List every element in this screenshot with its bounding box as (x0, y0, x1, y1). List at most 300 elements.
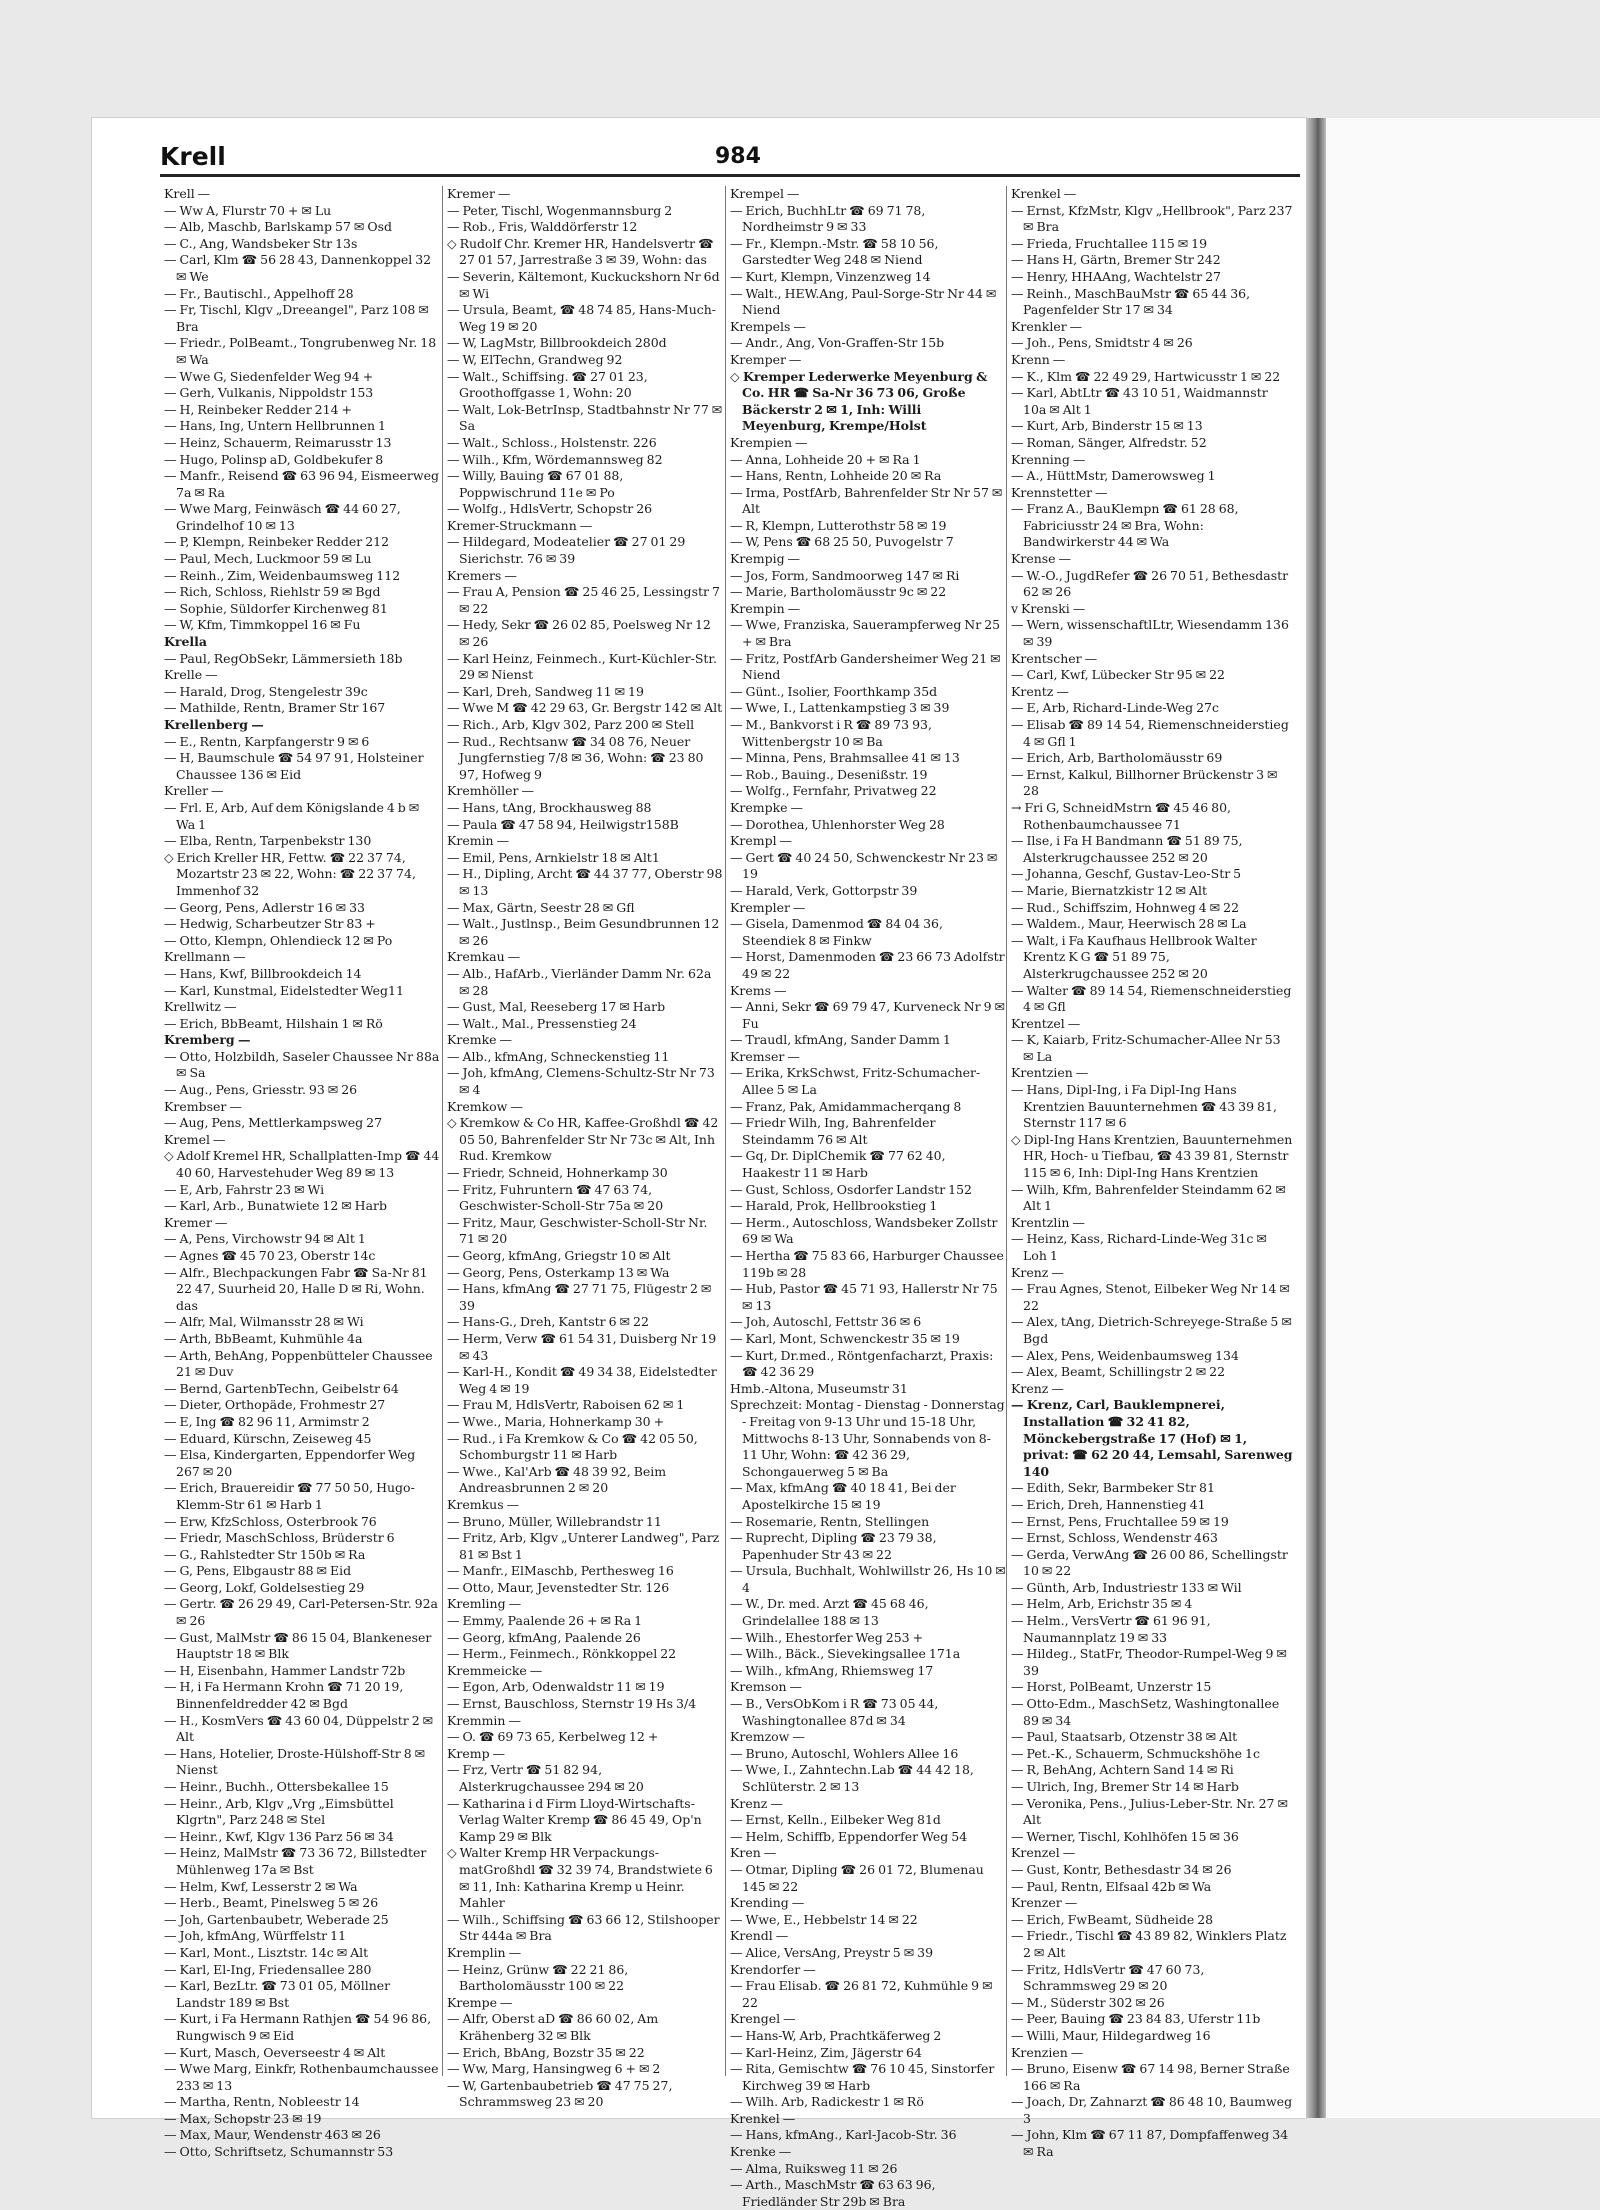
directory-entry: Kremmin — (447, 1712, 521, 1728)
directory-entry: Krella (164, 634, 207, 650)
directory-entry: — Karl, Kunstmal, Eidelstedter Weg11 (164, 982, 404, 998)
directory-entry: Kremplin — (447, 1944, 522, 1960)
directory-entry: — Fritz, Fuhruntern ☎ 47 63 74, Geschwister-Scholl-Str 75a ✉ 20 (447, 1181, 664, 1214)
directory-entry: — Karl, Arb., Bunatwiete 12 ✉ Harb (164, 1198, 388, 1214)
directory-entry: — Rob., Bauing., Desenißstr. 19 (730, 766, 928, 782)
directory-entry: — Ww A, Flurstr 70 + ✉ Lu (164, 202, 332, 218)
directory-entry: — Peter, Tischl, Wogenmannsburg 2 (447, 202, 673, 218)
directory-entry: — Dorothea, Uhlenhorster Weg 28 (730, 816, 945, 832)
directory-entry: — Veronika, Pens., Julius-Leber-Str. Nr. 27 ✉ Alt (1011, 1795, 1288, 1828)
directory-entry: — Sophie, Süldorfer Kirchenweg 81 (164, 600, 388, 616)
directory-entry: — A., HüttMstr, Damerowsweg 1 (1011, 468, 1216, 484)
directory-entry: — Herb., Beamt, Pinelsweg 5 ✉ 26 (164, 1895, 379, 1911)
directory-entry: Kremel — (164, 1131, 226, 1147)
directory-entry: — Rud., i Fa Kremkow & Co ☎ 42 05 50, Schomburgstr 11 ✉ Harb (447, 1430, 698, 1463)
directory-entry: — M., Süderstr 302 ✉ 26 (1011, 1994, 1165, 2010)
directory-entry: — Frau Agnes, Stenot, Eilbeker Weg Nr 14 ✉ 22 (1011, 1281, 1290, 1313)
directory-entry: Krempels — (730, 318, 806, 334)
directory-entry: — Wolfg., Fernfahr, Privatweg 22 (730, 783, 937, 799)
directory-entry: — Kurt, Arb, Binderstr 15 ✉ 13 (1011, 418, 1203, 434)
directory-entry: — Ernst, Pens, Fruchtallee 59 ✉ 19 (1011, 1513, 1229, 1529)
directory-entry: — Erich, Dreh, Hannenstieg 41 (1011, 1496, 1206, 1512)
directory-entry: — W, Kfm, Timmkoppel 16 ✉ Fu (164, 617, 361, 633)
directory-entry: Krending — (730, 1895, 805, 1911)
directory-entry: — R, BehAng, Achtern Sand 14 ✉ Ri (1011, 1762, 1234, 1778)
directory-entry: — Walt, i Fa Kaufhaus Hellbrook Walter Krentz K G ☎ 51 89 75, Alsterkrugchaussee 252 ✉ 20 (1011, 932, 1257, 981)
directory-entry: — Willy, Bauing ☎ 67 01 88, Poppwischrund 11e ✉ Po (447, 468, 624, 500)
directory-entry: — Emmy, Paalende 26 + ✉ Ra 1 (447, 1613, 643, 1629)
directory-entry: — Reinh., Zim, Weidenbaumsweg 112 (164, 567, 401, 583)
running-head: Krell (160, 142, 226, 171)
directory-entry: — Hans, kfmAng., Karl-Jacob-Str. 36 (730, 2127, 957, 2143)
directory-entry: — Alb., kfmAng, Schneckenstieg 11 (447, 1048, 670, 1064)
directory-entry: Kremin — (447, 833, 510, 849)
directory-entry: ◇ Kremper Lederwerke Meyenburg & Co. HR ☎ Sa-Nr 36 73 06, Große Bäckerstr 2 ✉ 1, Inh: Willi Meyenburg, Krempe/Holst (730, 368, 988, 434)
directory-entry: — A, Pens, Virchowstr 94 ✉ Alt 1 (164, 1231, 366, 1247)
directory-entry: — Gust, MalMstr ☎ 86 15 04, Blankeneser Hauptstr 18 ✉ Blk (164, 1629, 432, 1662)
directory-entry: — G, Pens, Elbgaustr 88 ✉ Eid (164, 1563, 352, 1579)
directory-entry: — Hub, Pastor ☎ 45 71 93, Hallerstr Nr 75 ✉ 13 (730, 1281, 998, 1313)
directory-entry: — Karl-Heinz, Zim, Jägerstr 64 (730, 2044, 922, 2060)
directory-entry: — Mathilde, Rentn, Bramer Str 167 (164, 700, 386, 716)
directory-entry: — Max, Schopstr 23 ✉ 19 (164, 2110, 322, 2126)
directory-entry: — Anni, Sekr ☎ 69 79 47, Kurveneck Nr 9 ✉ Fu (730, 999, 1006, 1031)
directory-column-1 (164, 186, 440, 2160)
directory-entry: — Eduard, Kürschn, Zeiseweg 45 (164, 1430, 372, 1446)
directory-entry: — W, Gartenbaubetrieb ☎ 47 75 27, Schrammsweg 23 ✉ 20 (447, 2077, 673, 2110)
directory-entry: — H, Reinbeker Redder 214 + (164, 401, 352, 417)
directory-column-4 (1011, 186, 1293, 2160)
directory-entry: — Helm., VersVertr ☎ 61 96 91, Naumannplatz 19 ✉ 33 (1011, 1613, 1211, 1645)
directory-entry: ◇ Rudolf Chr. Kremer HR, Handelsvertr ☎ 27 01 57, Jarrestraße 3 ✉ 39, Wohn: das (447, 235, 714, 268)
directory-entry: Kremke — (447, 1032, 513, 1048)
directory-entry: — E, Ing ☎ 82 96 11, Armimstr 2 (164, 1413, 370, 1429)
directory-entry: — W.-O., JugdRefer ☎ 26 70 51, Bethesdastr 62 ✉ 26 (1011, 567, 1289, 600)
directory-entry: — C., Ang, Wandsbeker Str 13s (164, 235, 358, 251)
directory-entry: — P, Klempn, Reinbeker Redder 212 (164, 534, 390, 550)
column-divider (442, 186, 443, 2076)
directory-entry: Kremkus — (447, 1496, 520, 1512)
directory-entry: — Alb, Maschb, Barlskamp 57 ✉ Osd (164, 219, 392, 235)
directory-entry: — K., Klm ☎ 22 49 29, Hartwicusstr 1 ✉ 22 (1011, 368, 1281, 384)
directory-entry: Krendl — (730, 1928, 789, 1944)
directory-entry: — Georg, Pens, Adlerstr 16 ✉ 33 (164, 899, 365, 915)
directory-entry: — Friedr., PolBeamt., Tongrubenweg Nr. 18 ✉ Wa (164, 335, 437, 367)
directory-entry: — Paul, RegObSekr, Lämmersieth 18b (164, 650, 403, 666)
directory-entry: — Georg, kfmAng, Paalende 26 (447, 1629, 641, 1645)
directory-entry: — Heinz, MalMstr ☎ 73 36 72, Billstedter Mühlenweg 17a ✉ Bst (164, 1845, 427, 1877)
directory-entry: — H, i Fa Hermann Krohn ☎ 71 20 19, Binnenfeldredder 42 ✉ Bgd (164, 1679, 404, 1712)
directory-entry: — Carl, Kwf, Lübecker Str 95 ✉ 22 (1011, 667, 1226, 683)
directory-entry: Krenn — (1011, 351, 1066, 367)
directory-entry: Krell — (164, 186, 211, 201)
directory-entry: — Frz, Vertr ☎ 51 82 94, Alsterkrugchaussee 294 ✉ 20 (447, 1762, 644, 1794)
directory-entry: — Gust, Mal, Reeseberg 17 ✉ Harb (447, 999, 666, 1015)
directory-entry: — Peer, Bauing ☎ 23 84 83, Uferstr 11b (1011, 2011, 1261, 2027)
directory-entry: — Herm., Autoschloss, Wandsbeker Zollstr 69 ✉ Wa (730, 1214, 998, 1247)
directory-entry: — Severin, Kältemont, Kuckuckshorn Nr 6d ✉ Wi (447, 268, 720, 301)
directory-entry: — Heinz, Grünw ☎ 22 21 86, Bartholomäusstr 100 ✉ 22 (447, 1961, 629, 1994)
directory-entry: Krenz — (1011, 1380, 1064, 1396)
directory-entry: — Georg, Lokf, Goldelsestieg 29 (164, 1579, 365, 1595)
directory-entry: — Max, Gärtn, Seestr 28 ✉ Gfl (447, 899, 635, 915)
directory-entry: — Joh, Gartenbaubetr, Weberade 25 (164, 1911, 389, 1927)
directory-entry: — Harald, Verk, Gottorpstr 39 (730, 882, 918, 898)
column-divider (1006, 186, 1007, 2076)
directory-entry: — Joach, Dr, Zahnarzt ☎ 86 48 10, Baumweg 3 (1011, 2094, 1293, 2126)
directory-entry: — Erich, Brauereidir ☎ 77 50 50, Hugo-Klemm-Str 61 ✉ Harb 1 (164, 1480, 415, 1512)
directory-entry: — Heinr., Kwf, Klgv 136 Parz 56 ✉ 34 (164, 1828, 394, 1844)
directory-entry: — Walt., Mal., Pressenstieg 24 (447, 1015, 637, 1031)
directory-entry: — Erich, BbAng, Bozstr 35 ✉ 22 (447, 2044, 645, 2060)
directory-entry: — Martha, Rentn, Nobleestr 14 (164, 2094, 360, 2110)
directory-entry: — Erich, BbBeamt, Hilshain 1 ✉ Rö (164, 1015, 383, 1031)
directory-entry: — Harald, Drog, Stengelestr 39c (164, 683, 368, 699)
directory-entry: — Franz A., BauKlempn ☎ 61 28 68, Fabriciusstr 24 ✉ Bra, Wohn: Bandwirkerstr 44 ✉ Wa (1011, 501, 1239, 550)
directory-entry: — Otto, Schriftsetz, Schumannstr 53 (164, 2144, 394, 2160)
directory-entry: Krempl — (730, 833, 793, 849)
directory-entry: — Joh, kfmAng, Clemens-Schultz-Str Nr 73 ✉ 4 (447, 1065, 715, 1098)
directory-entry: — Kurt, Masch, Oeverseestr 4 ✉ Alt (164, 2044, 386, 2060)
directory-entry: Krempe — (447, 1994, 513, 2010)
directory-entry: — Fritz, Arb, Klgv „Unterer Landweg", Parz 81 ✉ Bst 1 (447, 1530, 720, 1562)
directory-entry: — Wilh., Bäck., Sievekingsallee 171a (730, 1646, 961, 1662)
directory-entry: — H, Eisenbahn, Hammer Landstr 72b (164, 1662, 406, 1678)
directory-entry: — Friedr, Schneid, Hohnerkamp 30 (447, 1165, 668, 1181)
directory-entry: — Fr, Tischl, Klgv „Dreeangel", Parz 108 ✉ Bra (164, 302, 429, 334)
directory-entry: — Karl-H., Kondit ☎ 49 34 38, Eidelstedter Weg 4 ✉ 19 (447, 1364, 717, 1396)
directory-entry: — Wilh. Arb, Radickestr 1 ✉ Rö (730, 2094, 924, 2110)
directory-entry: — Pet.-K., Schauerm, Schmuckshöhe 1c (1011, 1745, 1260, 1761)
directory-entry: — Minna, Pens, Brahmsallee 41 ✉ 13 (730, 750, 960, 766)
directory-entry: — Paul, Staatsarb, Otzenstr 38 ✉ Alt (1011, 1729, 1238, 1745)
directory-entry: — M., Bankvorst i R ☎ 89 73 93, Wittenbergstr 10 ✉ Ba (730, 717, 932, 749)
directory-entry: — Ruprecht, Dipling ☎ 23 79 38, Papenhuder Str 43 ✉ 22 (730, 1530, 937, 1562)
book-spine (1306, 118, 1326, 2118)
directory-entry: — Ernst, Kelln., Eilbeker Weg 81d (730, 1812, 941, 1828)
directory-entry: — Frau A, Pension ☎ 25 46 25, Lessingstr 7 ✉ 22 (447, 584, 720, 616)
directory-entry: — Wwe, Franziska, Sauerampferweg Nr 25 + ✉ Bra (730, 617, 1001, 650)
directory-entry: Krennstetter — (1011, 484, 1108, 500)
directory-entry: — Rita, Gemischtw ☎ 76 10 45, Sinstorfer Kirchweg 39 ✉ Harb (730, 2061, 995, 2093)
directory-entry: — Wilh, Kfm, Bahrenfelder Steindamm 62 ✉ Alt 1 (1011, 1181, 1286, 1214)
header-rule (160, 174, 1300, 177)
directory-entry: — Hedy, Sekr ☎ 26 02 85, Poelsweg Nr 12 ✉ 26 (447, 617, 711, 650)
directory-entry: Krempke — (730, 799, 804, 815)
directory-entry: — Bruno, Müller, Willebrandstr 11 (447, 1513, 662, 1529)
directory-entry: — Günt., Isolier, Foorthkamp 35d (730, 683, 938, 699)
directory-entry: Krenzer — (1011, 1895, 1078, 1911)
directory-entry: — Gust, Schloss, Osdorfer Landstr 152 (730, 1181, 972, 1197)
directory-entry: — H., KosmVers ☎ 43 60 04, Düppelstr 2 ✉ Alt (164, 1712, 434, 1745)
directory-entry: — Erich, FwBeamt, Südheide 28 (1011, 1911, 1214, 1927)
directory-entry: — Ursula, Beamt, ☎ 48 74 85, Hans-Much-Weg 19 ✉ 20 (447, 302, 717, 334)
adjacent-page-edge (1326, 118, 1600, 2118)
directory-entry: — Erich, Arb, Bartholomäusstr 69 (1011, 750, 1223, 766)
directory-entry: — Ernst, KfzMstr, Klgv „Hellbrook", Parz 237 ✉ Bra (1011, 202, 1293, 235)
directory-entry: — Hans-W, Arb, Prachtkäferweg 2 (730, 2027, 942, 2043)
directory-entry: — Fritz, PostfArb Gandersheimer Weg 21 ✉ Niend (730, 650, 1001, 683)
directory-entry: — Harald, Prok, Hellbrookstieg 1 (730, 1198, 938, 1214)
directory-entry: Krentz — (1011, 683, 1069, 699)
directory-entry: — Heinz, Schauerm, Reimarusstr 13 (164, 434, 392, 450)
directory-entry: — Bernd, GartenbTechn, Geibelstr 64 (164, 1380, 399, 1396)
directory-entry: — Rosemarie, Rentn, Stellingen (730, 1513, 930, 1529)
directory-entry: — Henry, HHAAng, Wachtelstr 27 (1011, 268, 1221, 284)
directory-entry: — Ursula, Buchhalt, Wohlwillstr 26, Hs 10 ✉ 4 (730, 1563, 1006, 1595)
directory-entry: — Karl Heinz, Feinmech., Kurt-Küchler-Str. 29 ✉ Nienst (447, 650, 718, 683)
directory-entry: — W, LagMstr, Billbrookdeich 280d (447, 335, 667, 351)
directory-entry: ◇ Walter Kremp HR Verpackungs-matGroßhdl ☎ 32 39 74, Brandstwiete 6 ✉ 11, Inh: Katharina Kremp u Heinr. Mahler (447, 1845, 713, 1911)
directory-entry: — Günth, Arb, Industriestr 133 ✉ Wil (1011, 1579, 1242, 1595)
directory-entry: — W, ElTechn, Grandweg 92 (447, 351, 623, 367)
directory-entry: — Franz, Pak, Amidammacherqang 8 (730, 1098, 962, 1114)
directory-entry: Krenzien — (1011, 2044, 1084, 2060)
directory-entry: ◇ Adolf Kremel HR, Schallplatten-Imp ☎ 44 40 60, Harvestehuder Weg 89 ✉ 13 (164, 1148, 440, 1181)
directory-entry: — Karl, Dreh, Sandweg 11 ✉ 19 (447, 683, 644, 699)
directory-entry: — Alice, VersAng, Preystr 5 ✉ 39 (730, 1944, 934, 1960)
directory-entry: — Hans, Ing, Untern Hellbrunnen 1 (164, 418, 386, 434)
directory-entry: Kreller — (164, 783, 224, 799)
directory-column-2 (447, 186, 723, 2110)
directory-entry: — Traudl, kfmAng, Sander Damm 1 (730, 1032, 951, 1048)
directory-entry: — Hans, tAng, Brockhausweg 88 (447, 799, 652, 815)
directory-entry: — Wilh., Ehestorfer Weg 253 + (730, 1629, 924, 1645)
directory-entry: — Egon, Arb, Odenwaldstr 11 ✉ 19 (447, 1679, 665, 1695)
directory-entry: — Otmar, Dipling ☎ 26 01 72, Blumenau 145 ✉ 22 (730, 1861, 984, 1894)
directory-entry: — Hans, Kwf, Billbrookdeich 14 (164, 965, 362, 981)
directory-entry: — Ww, Marg, Hansingweg 6 + ✉ 2 (447, 2061, 661, 2077)
directory-entry: — Ulrich, Ing, Bremer Str 14 ✉ Harb (1011, 1779, 1239, 1794)
directory-entry: — Kurt, Klempn, Vinzenzweg 14 (730, 268, 931, 284)
directory-entry: — Heinr., Arb, Klgv „Vrg „Eimsbüttel Klgrtn", Parz 248 ✉ Stel (164, 1795, 394, 1828)
directory-entry: — E., Rentn, Karpfangerstr 9 ✉ 6 (164, 733, 370, 749)
directory-entry: — Otto-Edm., MaschSetz, Washingtonallee 89 ✉ 34 (1011, 1696, 1280, 1728)
directory-entry: Krempel — (730, 186, 800, 201)
directory-entry: — Horst, PolBeamt, Unzerstr 15 (1011, 1679, 1212, 1695)
directory-entry: — Frl. E, Arb, Auf dem Königslande 4 b ✉ Wa 1 (164, 799, 420, 832)
directory-entry: — Wwe., Kal'Arb ☎ 48 39 92, Beim Andreasbrunnen 2 ✉ 20 (447, 1463, 667, 1496)
directory-entry: — John, Klm ☎ 67 11 87, Dompfaffenweg 34 ✉ Ra (1011, 2127, 1289, 2160)
directory-entry: — Erw, KfzSchloss, Osterbrook 76 (164, 1513, 377, 1529)
directory-entry: Krentzien — (1011, 1065, 1089, 1081)
directory-entry: — Erika, KrkSchwst, Fritz-Schumacher-Allee 5 ✉ La (730, 1065, 981, 1098)
directory-entry: — Ernst, Kalkul, Billhorner Brückenstr 3 ✉ 28 (1011, 766, 1278, 799)
directory-entry: — Fritz, Maur, Geschwister-Scholl-Str Nr. 71 ✉ 20 (447, 1214, 708, 1247)
directory-entry: Krenzel — (1011, 1845, 1076, 1861)
directory-entry: — Aug, Pens, Mettlerkampsweg 27 (164, 1115, 383, 1131)
directory-entry: — Agnes ☎ 45 70 23, Oberstr 14c (164, 1248, 376, 1263)
directory-entry: — Walt., Justlnsp., Beim Gesundbrunnen 12 ✉ 26 (447, 916, 720, 948)
directory-entry: Krenkler — (1011, 318, 1083, 334)
directory-entry: — Hildeg., StatFr, Theodor-Rumpel-Weg 9 ✉ 39 (1011, 1646, 1287, 1678)
directory-entry: Kremers — (447, 567, 517, 583)
directory-entry: — Kurt, i Fa Hermann Rathjen ☎ 54 96 86, Rungwisch 9 ✉ Eid (164, 2011, 432, 2043)
directory-entry: Kremling — (447, 1596, 522, 1612)
directory-entry: — Max, kfmAng ☎ 40 18 41, Bei der Apostelkirche 15 ✉ 19 (730, 1480, 956, 1512)
directory-entry: — Aug., Pens, Griesstr. 93 ✉ 26 (164, 1082, 358, 1098)
directory-entry: — Alex, tAng, Dietrich-Schreyege-Straße 5 ✉ Bgd (1011, 1314, 1292, 1346)
directory-entry: — Wolfg., HdlsVertr, Schopstr 26 (447, 501, 653, 517)
directory-entry: — Emil, Pens, Arnkielstr 18 ✉ Alt1 (447, 849, 660, 865)
directory-entry: — B., VersObKom i R ☎ 73 05 44, Washingtonallee 87d ✉ 34 (730, 1696, 939, 1728)
directory-entry: — Karl, Mont, Schwenckestr 35 ✉ 19 (730, 1330, 960, 1346)
directory-entry: — Frau M, HdlsVertr, Raboisen 62 ✉ 1 (447, 1397, 685, 1413)
column-divider (725, 186, 726, 2076)
directory-entry: — Willi, Maur, Hildegardweg 16 (1011, 2027, 1211, 2043)
directory-entry: Krendorfer — (730, 1961, 816, 1977)
directory-entry: Kremer — (447, 186, 511, 201)
directory-entry: Krempler — (730, 899, 806, 915)
directory-entry: — Hans, Rentn, Lohheide 20 ✉ Ra (730, 468, 942, 484)
directory-entry: Krelle — (164, 667, 218, 683)
directory-entry: — Wilh., Kfm, Wördemannsweg 82 (447, 451, 663, 467)
directory-entry: — Otto, Maur, Jevenstedter Str. 126 (447, 1579, 670, 1595)
directory-entry: — Max, Maur, Wendenstr 463 ✉ 26 (164, 2127, 381, 2143)
directory-entry: Kremmeicke — (447, 1662, 543, 1678)
directory-entry: — Wern, wissenschaftlLtr, Wiesendamm 136 ✉ 39 (1011, 617, 1289, 650)
directory-entry: — W., Dr. med. Arzt ☎ 45 68 46, Grindelallee 188 ✉ 13 (730, 1596, 929, 1629)
directory-entry: — Paul, Mech, Luckmoor 59 ✉ Lu (164, 551, 372, 567)
directory-entry: — Rich., Arb, Klgv 302, Parz 200 ✉ Stell (447, 717, 695, 732)
directory-entry: — Rud., Schiffszim, Hohnweg 4 ✉ 22 (1011, 899, 1240, 915)
directory-entry: — Jos, Form, Sandmoorweg 147 ✉ Ri (730, 567, 960, 583)
directory-entry: — Friedr Wilh, Ing, Bahrenfelder Steindamm 76 ✉ Alt (730, 1115, 936, 1147)
directory-entry: — Wwe, E., Hebbelstr 14 ✉ 22 (730, 1911, 918, 1927)
directory-entry: — H, Baumschule ☎ 54 97 91, Holsteiner Chaussee 136 ✉ Eid (164, 750, 424, 782)
directory-entry: — Marie, Bartholomäusstr 9c ✉ 22 (730, 584, 947, 600)
directory-entry: Krense — (1011, 551, 1072, 567)
directory-entry: — Gust, Kontr, Bethesdastr 34 ✉ 26 (1011, 1861, 1232, 1877)
directory-entry: — K, Kaiarb, Fritz-Schumacher-Allee Nr 53 ✉ La (1011, 1032, 1281, 1064)
directory-entry: — Gerda, VerwAng ☎ 26 00 86, Schellingstr 10 ✉ 22 (1011, 1546, 1288, 1579)
directory-entry: — Reinh., MaschBauMstr ☎ 65 44 36, Pagenfelder Str 17 ✉ 34 (1011, 285, 1251, 318)
directory-entry: — Walt., HEW.Ang, Paul-Sorge-Str Nr 44 ✉ Niend (730, 285, 997, 318)
directory-entry: Krenkel — (1011, 186, 1077, 201)
directory-entry: — Anna, Lohheide 20 + ✉ Ra 1 (730, 451, 921, 467)
directory-entry: Kremer-Struckmann — (447, 517, 593, 533)
directory-entry: — Rob., Fris, Walddörferstr 12 (447, 219, 638, 235)
directory-entry: — Horst, Damenmoden ☎ 23 66 73 Adolfstr 49 ✉ 22 (730, 949, 1005, 981)
directory-entry: — Walter ☎ 89 14 54, Riemenschneiderstieg 4 ✉ Gfl (1011, 982, 1292, 1015)
directory-entry: — Wwe Marg, Einkfr, Rothenbaumchaussee 233 ✉ 13 (164, 2061, 439, 2093)
directory-entry: — Friedr., Tischl ☎ 43 89 82, Winklers Platz 2 ✉ Alt (1011, 1928, 1287, 1960)
directory-entry: Kremzow — (730, 1729, 805, 1745)
directory-entry: — Karl, BezLtr. ☎ 73 01 05, Möllner Landstr 189 ✉ Bst (164, 1978, 391, 2010)
directory-entry: Krembser — (164, 1098, 242, 1114)
directory-entry: — Herm, Verw ☎ 61 54 31, Duisberg Nr 19 ✉ 43 (447, 1330, 717, 1363)
page-number: 984 (715, 144, 761, 169)
directory-entry: Krengel — (730, 2011, 796, 2027)
directory-entry: → Fri G, SchneidMstrn ☎ 45 46 80, Rothenbaumchaussee 71 (1011, 799, 1232, 832)
directory-entry: — Fr., Bautischl., Appelhoff 28 (164, 285, 354, 301)
directory-entry: — Otto, Klempn, Ohlendieck 12 ✉ Po (164, 932, 393, 948)
directory-entry: — Arth, BehAng, Poppenbütteler Chaussee 21 ✉ Duv (164, 1347, 433, 1380)
directory-entry: — Heinr., Buchh., Ottersbekallee 15 (164, 1779, 389, 1794)
directory-entry: Krellmann — (164, 949, 246, 965)
directory-entry: — Wwe, I., Zahntechn.Lab ☎ 44 42 18, Schlüterstr. 2 ✉ 13 (730, 1762, 974, 1794)
directory-entry: Krempin — (730, 600, 801, 616)
directory-entry: — Arth., MaschMstr ☎ 63 63 96, Friedländer Str 29b ✉ Bra (730, 2177, 936, 2209)
directory-entry: — Gert ☎ 40 24 50, Schwenckestr Nr 23 ✉ 19 (730, 849, 998, 882)
directory-entry: Kremer — (164, 1214, 228, 1230)
directory-entry: — Alb., HafArb., Vierländer Damm Nr. 62a ✉ 28 (447, 965, 712, 998)
directory-entry: — E, Arb, Richard-Linde-Weg 27c (1011, 700, 1220, 716)
directory-entry: Kremhöller — (447, 783, 534, 799)
directory-entry: — Heinz, Kass, Richard-Linde-Weg 31c ✉ Loh 1 (1011, 1231, 1267, 1263)
directory-entry: — Krenz, Carl, Bauklempnerei, Installation ☎ 32 41 82, Mönckebergstraße 17 (Hof) ✉ 1, privat: ☎ 62 20 44, Lemsahl, Sarenweg 140 (1011, 1397, 1293, 1479)
directory-entry: — Johanna, Geschf, Gustav-Leo-Str 5 (1011, 866, 1242, 882)
directory-entry: — Hans, kfmAng ☎ 27 71 75, Flügestr 2 ✉ 39 (447, 1281, 712, 1313)
directory-entry: — Hertha ☎ 75 83 66, Harburger Chaussee 119b ✉ 28 (730, 1248, 1004, 1280)
directory-entry: — Walt, Lok-BetrInsp, Stadtbahnstr Nr 77 ✉ Sa (447, 401, 723, 434)
directory-entry: — Hans, Hotelier, Droste-Hülshoff-Str 8 ✉ Nienst (164, 1745, 426, 1778)
directory-entry: — Manfr., Reisend ☎ 63 96 94, Eismeerweg 7a ✉ Ra (164, 468, 439, 500)
directory-entry: — Hans-G., Dreh, Kantstr 6 ✉ 22 (447, 1314, 649, 1330)
directory-entry: — Gisela, Damenmod ☎ 84 04 36, Steendiek 8 ✉ Finkw (730, 916, 943, 948)
directory-entry: Kremp — (447, 1745, 506, 1761)
directory-entry: Hmb.-Altona, Museumstr 31 (730, 1380, 908, 1396)
directory-entry: — Hans H, Gärtn, Bremer Str 242 (1011, 252, 1221, 268)
directory-entry: — Fr., Klempn.-Mstr. ☎ 58 10 56, Garstedter Weg 248 ✉ Niend (730, 235, 939, 268)
directory-entry: — Gerh, Vulkanis, Nippoldstr 153 (164, 385, 374, 401)
directory-entry: — Hildegard, Modeatelier ☎ 27 01 29 Sierichstr. 76 ✉ 39 (447, 534, 686, 567)
directory-entry: — Bruno, Autoschl, Wohlers Allee 16 (730, 1745, 959, 1761)
directory-entry: Sprechzeit: Montag - Dienstag - Donnerstag - Freitag von 9-13 Uhr und 15-18 Uhr, Mittwochs 8-13 Uhr, Sonnabends von 8-11 Uhr, Wohn: ☎ 42 36 29, Schongauerweg 5 ✉ Ba (730, 1397, 1005, 1479)
directory-entry: — Ernst, Schloss, Wendenstr 463 (1011, 1530, 1218, 1546)
directory-entry: — Walt., Schiffsing. ☎ 27 01 23, Groothoffgasse 1, Wohn: 20 (447, 368, 648, 401)
directory-entry: Kremkau — (447, 949, 521, 965)
directory-entry: — Georg, Pens, Osterkamp 13 ✉ Wa (447, 1264, 670, 1280)
directory-entry: — W, Pens ☎ 68 25 50, Puvogelstr 7 (730, 534, 954, 550)
directory-entry: — Elisab ☎ 89 14 54, Riemenschneiderstieg 4 ✉ Gfl 1 (1011, 717, 1289, 749)
directory-entry: — Hedwig, Scharbeutzer Str 83 + (164, 916, 376, 932)
directory-entry: Krellenberg — (164, 717, 264, 732)
directory-entry: — Elba, Rentn, Tarpenbekstr 130 (164, 833, 372, 849)
directory-entry: — Dieter, Orthopäde, Frohmestr 27 (164, 1397, 386, 1413)
directory-entry: — Elsa, Kindergarten, Eppendorfer Weg 267 ✉ 20 (164, 1447, 416, 1479)
directory-entry: — Edith, Sekr, Barmbeker Str 81 (1011, 1480, 1215, 1496)
directory-entry: — Karl, El-Ing, Friedensallee 280 (164, 1961, 372, 1977)
directory-entry: — Joh., Pens, Smidtstr 4 ✉ 26 (1011, 335, 1193, 351)
directory-entry: — Wwe Marg, Feinwäsch ☎ 44 60 27, Grindelhof 10 ✉ 13 (164, 501, 401, 533)
directory-entry: ◇ Dipl-Ing Hans Krentzien, Bauunternehmen HR, Hoch- u Tiefbau, ☎ 43 39 81, Sternstr 115 ✉ 6, Inh: Dipl-Ing Hans Krentzien (1011, 1131, 1293, 1181)
directory-entry: — Gertr. ☎ 26 29 49, Carl-Petersen-Str. 92a ✉ 26 (164, 1596, 438, 1629)
directory-entry: — G., Rahlstedter Str 150b ✉ Ra (164, 1546, 366, 1562)
directory-entry: Krellwitz — (164, 999, 237, 1015)
directory-entry: — Rud., Rechtsanw ☎ 34 08 76, Neuer Jungfernstieg 7/8 ✉ 36, Wohn: ☎ 23 80 97, Hofweg 9 (447, 733, 704, 782)
directory-entry: — Friedr, MaschSchloss, Brüderstr 6 (164, 1530, 395, 1546)
directory-entry: Krempig — (730, 551, 801, 567)
directory-entry: — Marie, Biernatzkistr 12 ✉ Alt (1011, 882, 1208, 898)
directory-entry: — Alex, Beamt, Schillingstr 2 ✉ 22 (1011, 1364, 1226, 1380)
directory-entry: — E, Arb, Fahrstr 23 ✉ Wi (164, 1181, 325, 1197)
directory-entry: Krenz — (730, 1795, 783, 1811)
directory-entry: — R, Klempn, Lutterothstr 58 ✉ 19 (730, 517, 947, 533)
directory-entry: — Ernst, Bauschloss, Sternstr 19 Hs 3/4 (447, 1696, 697, 1712)
directory-entry: Krentscher — (1011, 650, 1098, 666)
directory-entry: — Alma, Ruiksweg 11 ✉ 26 (730, 2160, 898, 2176)
directory-entry: — Arth, BbBeamt, Kuhmühle 4a (164, 1330, 363, 1346)
directory-entry: — Alfr, Oberst aD ☎ 86 60 02, Am Krähenberg 32 ✉ Blk (447, 2011, 659, 2043)
directory-entry: — Wwe G, Siedenfelder Weg 94 + (164, 368, 374, 384)
directory-entry: — Helm, Schiffb, Eppendorfer Weg 54 (730, 1828, 968, 1844)
directory-entry: — Carl, Klm ☎ 56 28 43, Dannenkoppel 32 ✉ We (164, 252, 432, 284)
directory-entry: — Hans, Dipl-Ing, i Fa Dipl-Ing Hans Krentzien Bauunternehmen ☎ 43 39 81, Sternstr 117 ✉ 6 (1011, 1082, 1277, 1131)
directory-entry: Krenning — (1011, 451, 1086, 467)
directory-entry: — Andr., Ang, Von-Graffen-Str 15b (730, 335, 945, 351)
directory-entry: — Alfr., Blechpackungen Fabr ☎ Sa-Nr 81 22 47, Suurheid 20, Halle D ✉ Ri, Wohn. das (164, 1264, 428, 1313)
